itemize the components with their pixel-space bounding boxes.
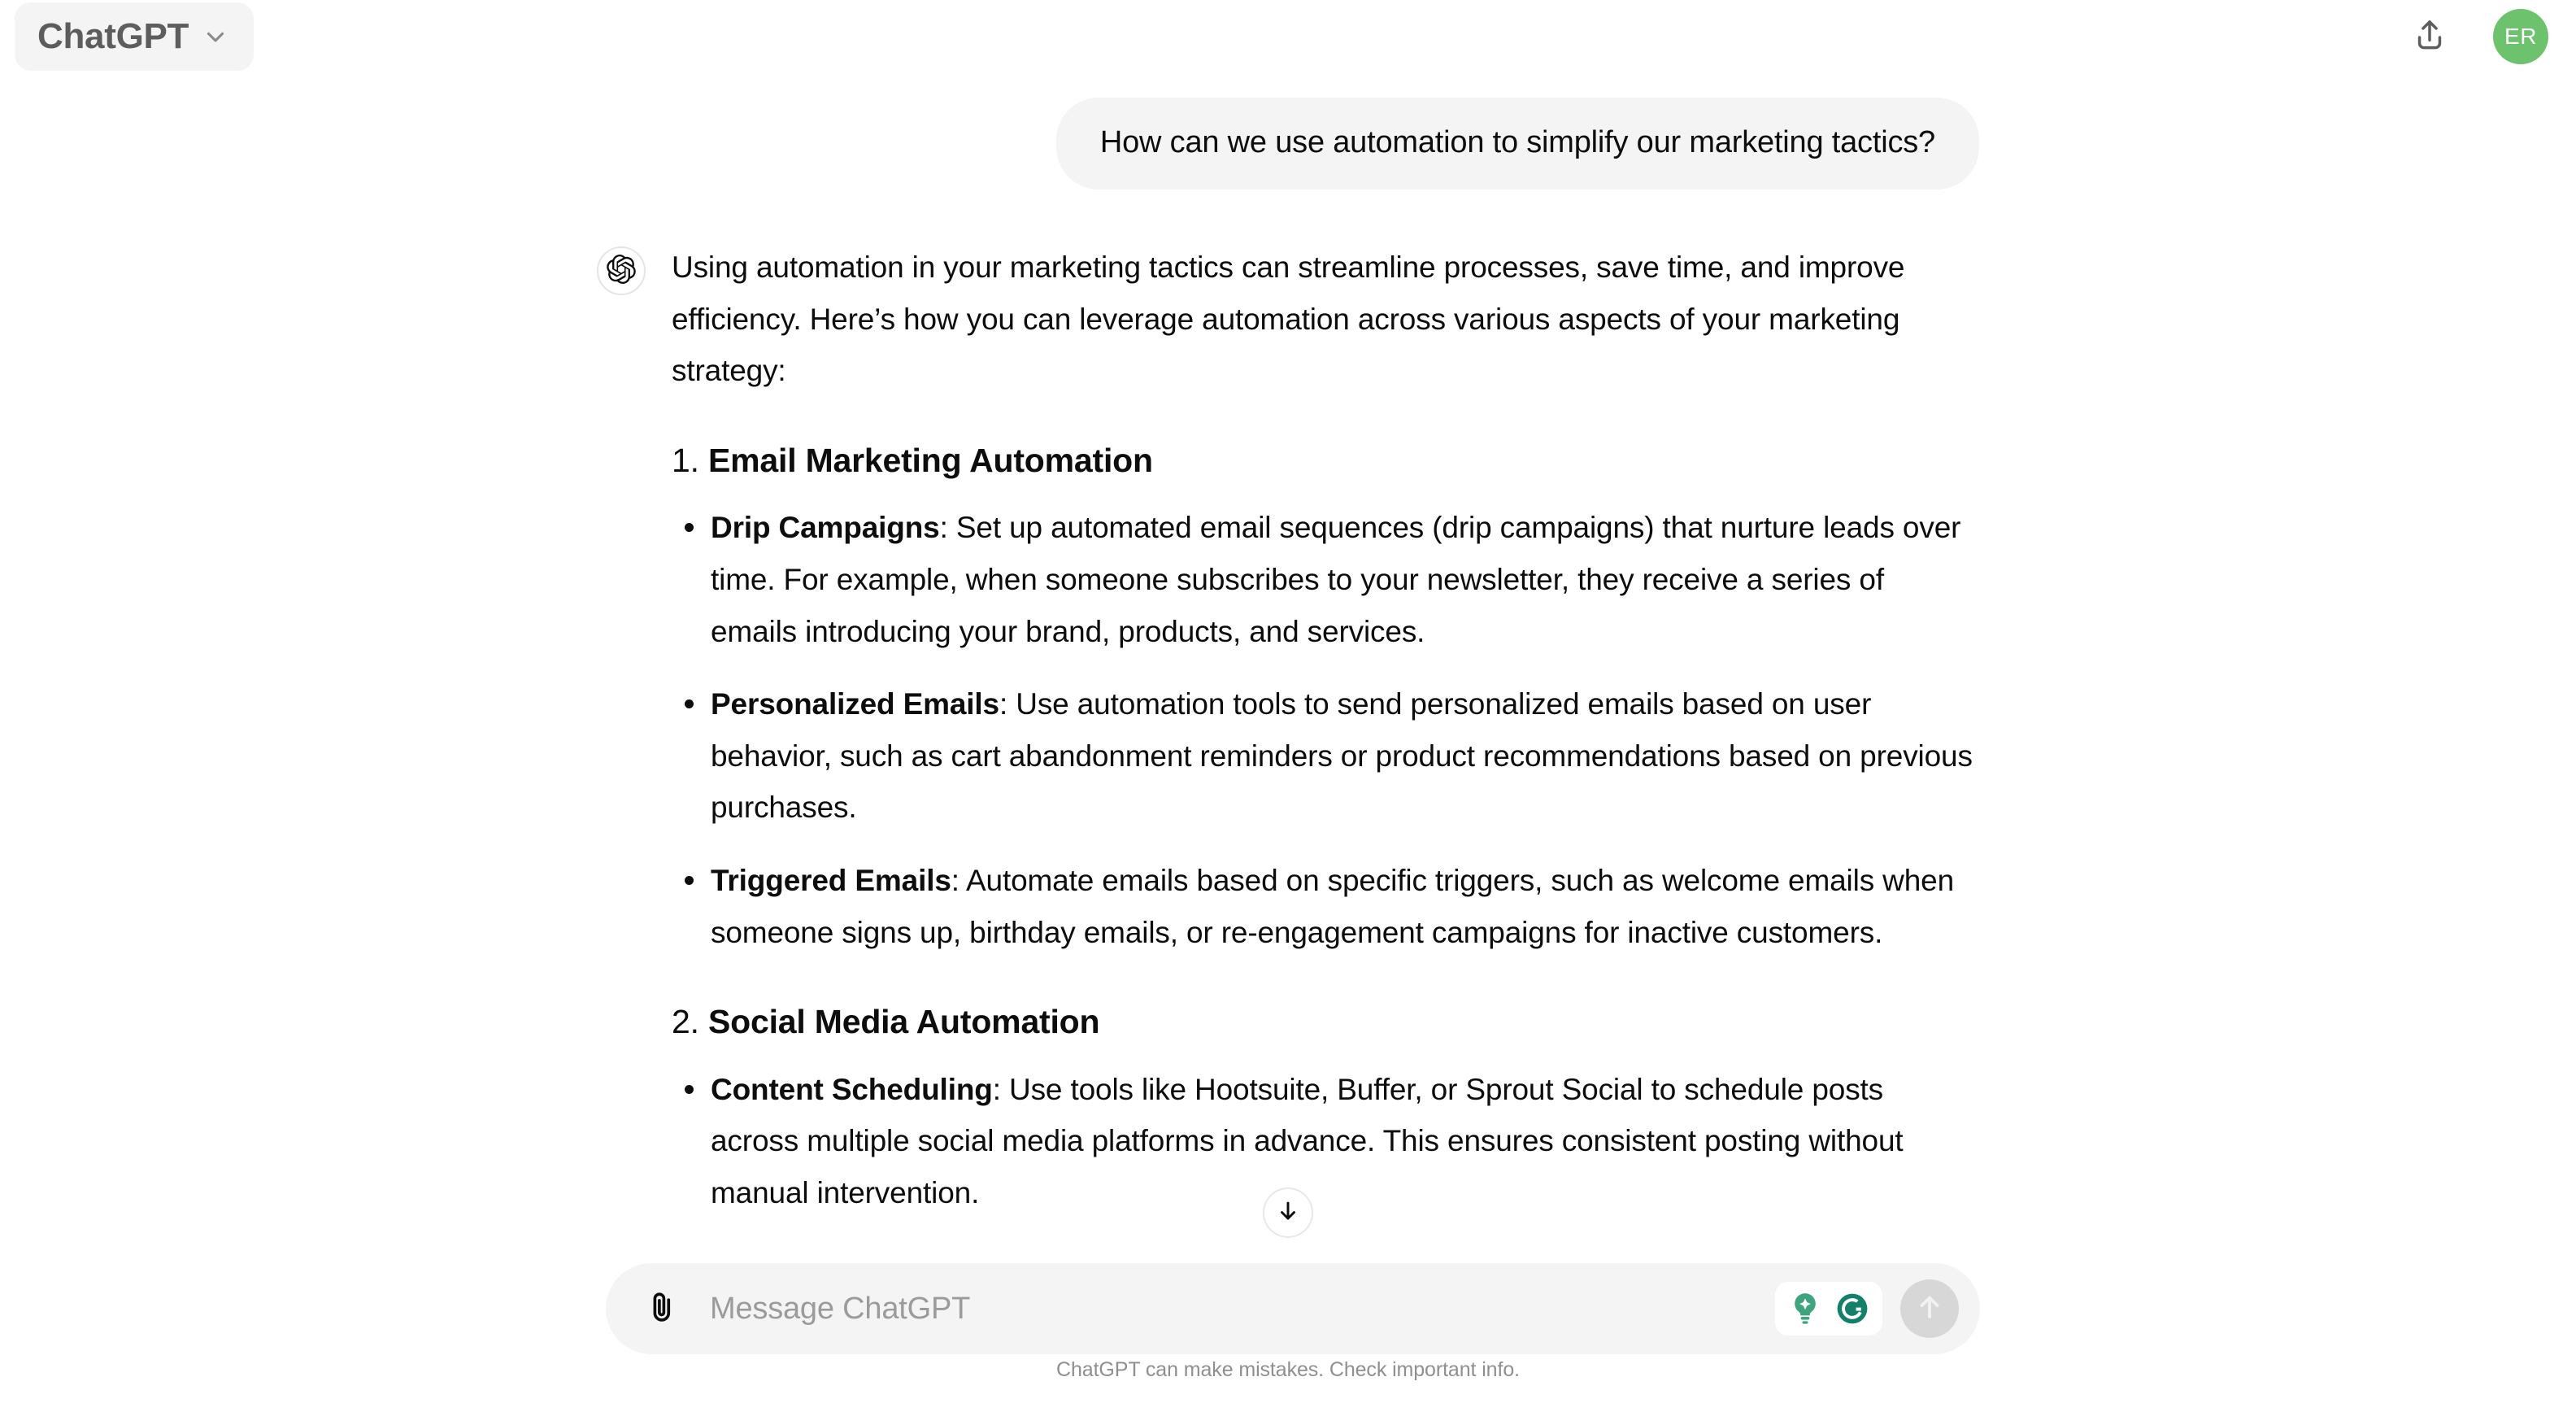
bullet-text: : Automate emails based on specific triggers, such as welcome emails when someone signs up, birthday emails, or re-engagement campaigns for inactive customers. bbox=[711, 864, 1955, 949]
header-actions bbox=[2404, 9, 2548, 64]
section-title-2: Social Media Automation bbox=[708, 1003, 1100, 1041]
bullet-term: Content Scheduling bbox=[711, 1072, 993, 1106]
list-item bbox=[672, 678, 1973, 834]
list-item bbox=[672, 855, 1973, 958]
arrow-down-icon bbox=[1275, 1198, 1301, 1228]
paperclip-icon bbox=[644, 1289, 680, 1329]
share-button[interactable] bbox=[2404, 11, 2456, 63]
conversation-thread[interactable] bbox=[0, 73, 2576, 1330]
message-input[interactable] bbox=[687, 1280, 1775, 1337]
attach-file-button[interactable] bbox=[637, 1283, 687, 1334]
disclaimer-text: ChatGPT can make mistakes. Check important info. bbox=[1056, 1358, 1520, 1381]
assistant-intro-paragraph: Using automation in your marketing tactics can streamline processes, save time, and improve efficiency. Here’s how you can leverage automation across various aspects of your marketing strategy: bbox=[672, 251, 1905, 388]
grammarly-lightbulb-icon[interactable] bbox=[1785, 1288, 1825, 1329]
openai-logo-icon bbox=[607, 255, 636, 288]
chevron-down-icon bbox=[202, 23, 229, 50]
share-upload-icon bbox=[2412, 17, 2448, 57]
section-1-bullet-list bbox=[672, 502, 1979, 958]
grammarly-g-icon[interactable] bbox=[1832, 1288, 1873, 1329]
grammarly-extension-buttons[interactable] bbox=[1775, 1282, 1882, 1335]
assistant-message-body bbox=[672, 242, 1979, 1292]
model-switcher-button[interactable] bbox=[15, 2, 254, 71]
user-avatar[interactable] bbox=[2493, 9, 2548, 64]
send-message-button[interactable] bbox=[1900, 1279, 1959, 1338]
scroll-to-bottom-button[interactable] bbox=[1263, 1187, 1313, 1238]
section-title-1: Email Marketing Automation bbox=[708, 441, 1153, 479]
bullet-text: : Use tools like Hootsuite, Buffer, or Sprout Social to schedule posts across multiple social media platforms in advance. This ensures consistent posting without manual intervention. bbox=[711, 1072, 1904, 1209]
section-heading-1 bbox=[672, 439, 1979, 482]
composer-region bbox=[0, 1248, 2576, 1403]
list-item bbox=[672, 502, 1973, 657]
avatar-initials: ER bbox=[2504, 24, 2537, 49]
bullet-term: Drip Campaigns bbox=[711, 511, 940, 545]
app-header bbox=[0, 0, 2576, 73]
section-heading-2 bbox=[672, 1000, 1979, 1044]
section-number-2: 2. bbox=[672, 1003, 699, 1041]
model-switcher-label: ChatGPT bbox=[37, 16, 189, 56]
user-message-bubble[interactable]: How can we use automation to simplify our marketing tactics? bbox=[1056, 98, 1979, 190]
assistant-avatar bbox=[597, 246, 646, 295]
list-item bbox=[672, 1064, 1973, 1219]
bullet-term: Triggered Emails bbox=[711, 864, 951, 898]
section-number-1: 1. bbox=[672, 441, 699, 479]
arrow-up-icon bbox=[1913, 1291, 1946, 1327]
bullet-text: : Use automation tools to send personalized emails based on user behavior, such as cart abandonment reminders or product recommendations based on previous purchases. bbox=[711, 687, 1973, 825]
bullet-term: Personalized Emails bbox=[711, 687, 999, 721]
user-turn bbox=[597, 98, 1979, 190]
bullet-text: : Set up automated email sequences (drip campaigns) that nurture leads over time. For example, when someone subscribes to your newsletter, they receive a series of emails introducing your brand, products, and services. bbox=[711, 511, 1961, 648]
assistant-turn bbox=[597, 242, 1979, 1292]
conversation-inner bbox=[597, 73, 1979, 1292]
message-composer[interactable] bbox=[606, 1263, 1980, 1354]
